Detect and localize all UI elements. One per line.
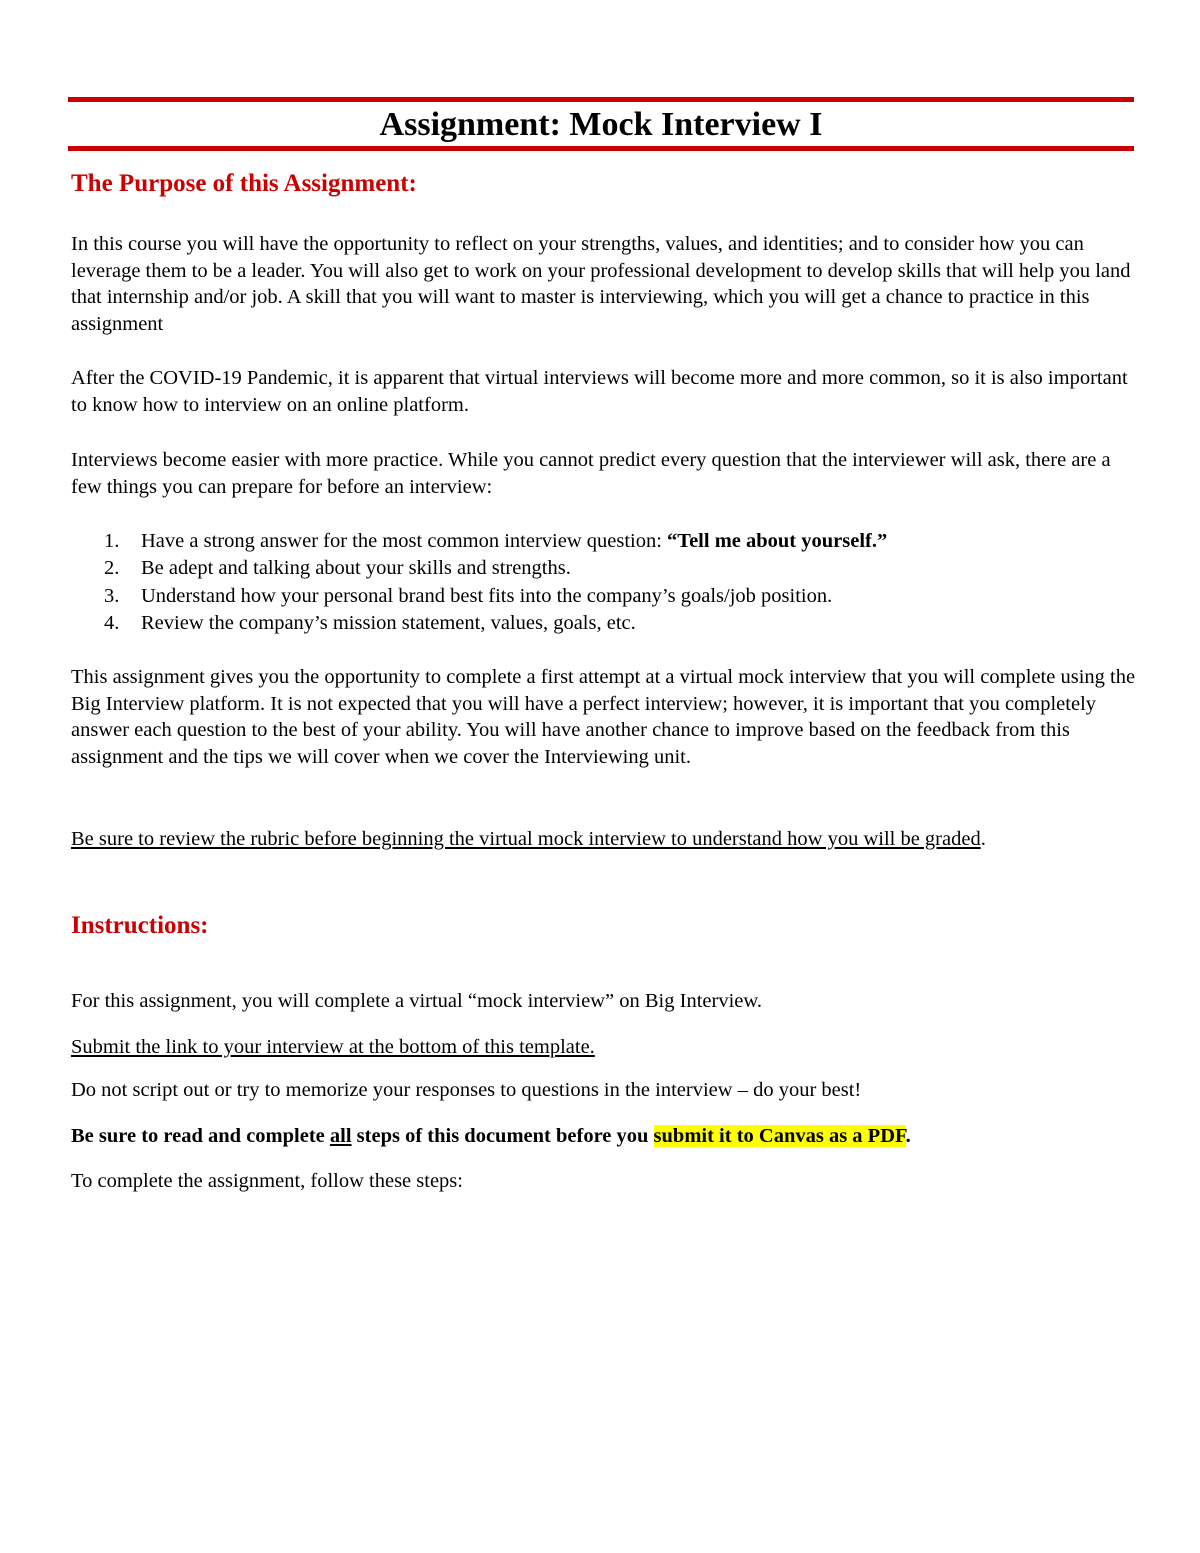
list-item-number: 2.	[104, 557, 120, 580]
list-item-emphasis: “Tell me about yourself.”	[667, 530, 888, 552]
instruction-line-2	[71, 1034, 1141, 1061]
list-item-text: Understand how your personal brand best fits into the company’s goals/job position.	[141, 584, 833, 607]
instruction-line-4-part-2: steps of this document before you	[351, 1125, 654, 1147]
submit-highlight: submit it to Canvas as a PDF	[653, 1125, 906, 1147]
purpose-paragraph-1: In this course you will have the opportunity to reflect on your strengths, values, and identities; and to consider how you can leverage them to be a leader. You will also get to work on your professional development to develop skills that will help you land that internship and/or job. A skill that you will want to master is interviewing, which you will get a chance to practice in this assignment	[71, 233, 1131, 335]
list-item-text: Have a strong answer for the most common interview question:	[141, 530, 668, 552]
rubric-note-period: .	[980, 828, 986, 850]
instruction-line-4-period: .	[905, 1125, 911, 1147]
rubric-note-text: Be sure to review the rubric before beginning the virtual mock interview to understand how you will be graded	[71, 828, 981, 850]
list-item-number: 3.	[104, 584, 120, 607]
instruction-line-4	[71, 1123, 1141, 1150]
purpose-heading: The Purpose of this Assignment:	[71, 170, 417, 197]
list-item	[71, 555, 887, 582]
instruction-line-5: To complete the assignment, follow these steps:	[71, 1170, 463, 1192]
list-item	[71, 583, 887, 610]
purpose-paragraph-2: After the COVID-19 Pandemic, it is apparent that virtual interviews will become more and more common, so it is also important to know how to interview on an online platform.	[71, 367, 1128, 416]
page-title: Assignment: Mock Interview I	[379, 106, 823, 143]
purpose-paragraph-3: Interviews become easier with more practice. While you cannot predict every question that the interviewer will ask, there are a few things you can prepare for before an interview:	[71, 449, 1111, 498]
instruction-line-4-part-1: Be sure to read and complete	[71, 1125, 330, 1147]
title-top-rule	[68, 97, 1134, 102]
submit-link-note: Submit the link to your interview at the bottom of this template.	[71, 1036, 595, 1058]
purpose-paragraph-4: This assignment gives you the opportunity to complete a first attempt at a virtual mock interview that you will complete using the Big Interview platform. It is not expected that you will have a perfect interview; however, it is important that you completely answer each question to the best of your ability. You will have another chance to improve based on the feedback from this assignment and the tips we will cover when we cover the Interviewing unit.	[71, 666, 1136, 768]
instruction-line-1: For this assignment, you will complete a virtual “mock interview” on Big Interview.	[71, 990, 762, 1012]
list-item-number: 4.	[104, 611, 120, 634]
list-item	[71, 610, 887, 637]
rubric-note	[71, 826, 1141, 853]
list-item-text: Review the company’s mission statement, values, goals, etc.	[141, 611, 636, 634]
list-item-text: Be adept and talking about your skills and strengths.	[141, 557, 571, 580]
interview-prep-list	[71, 528, 887, 637]
instruction-line-3: Do not script out or try to memorize your responses to questions in the interview – do your best!	[71, 1079, 862, 1101]
list-item	[71, 528, 887, 555]
title-bottom-rule	[68, 146, 1134, 151]
instruction-line-4-all: all	[329, 1125, 352, 1147]
list-item-number: 1.	[104, 530, 120, 552]
instructions-heading: Instructions:	[71, 912, 209, 939]
